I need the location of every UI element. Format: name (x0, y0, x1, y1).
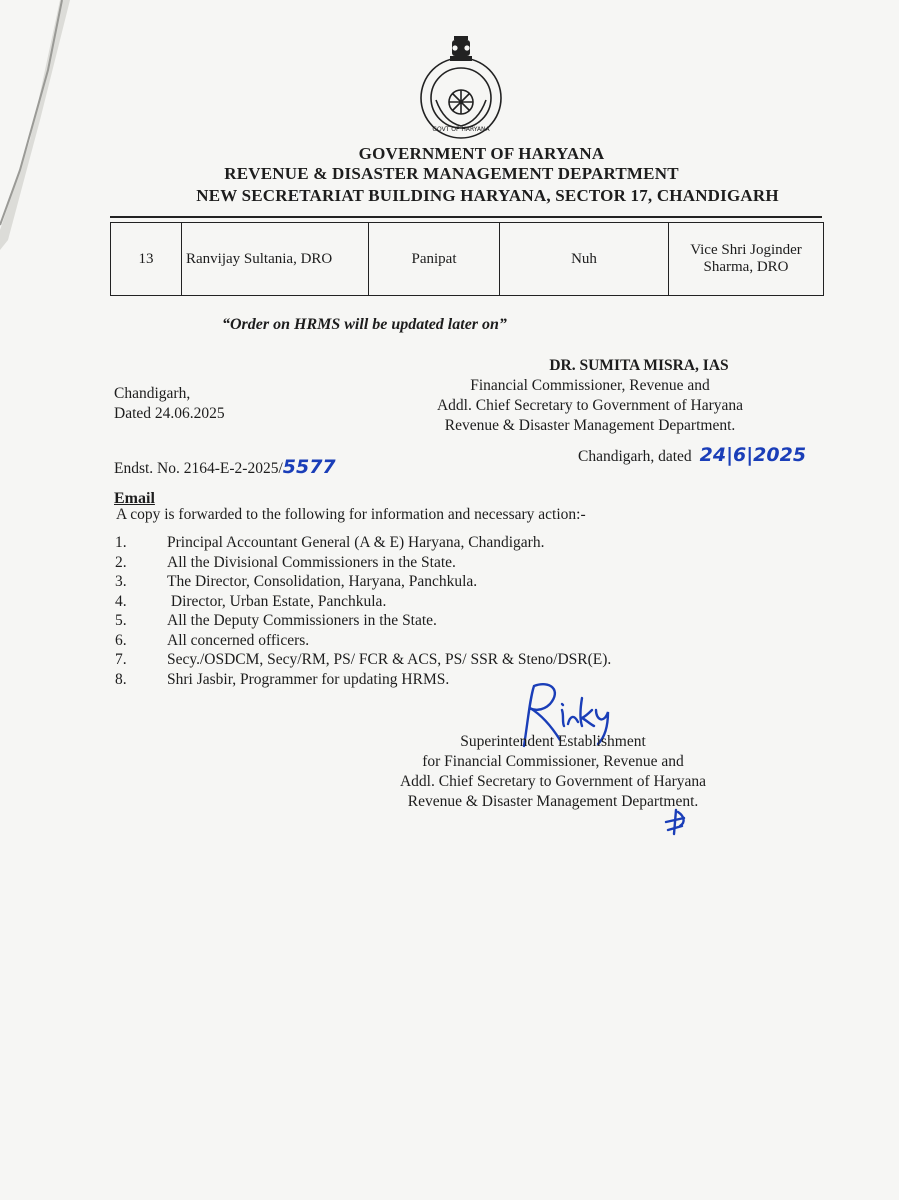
endorsement-number (114, 456, 336, 478)
endorser-line1: Superintendent Establishment (460, 733, 646, 750)
endorser-block (368, 732, 738, 812)
list-item-number: 2. (115, 553, 127, 571)
haryana-emblem-icon (414, 30, 508, 142)
email-heading: Email (114, 490, 155, 507)
transfer-table (110, 222, 824, 296)
handwritten-date: 24|6|2025 (699, 444, 807, 466)
endorser-line2: for Financial Commissioner, Revenue and (422, 753, 684, 770)
list-item-number: 7. (115, 651, 127, 668)
list-item (115, 593, 611, 613)
cell-name: Ranvijay Sultania, DRO (182, 223, 369, 296)
list-item (115, 534, 611, 554)
cell-sno: 13 (111, 223, 182, 296)
list-item-number: 6. (115, 631, 127, 649)
cell-from: Panipat (369, 223, 500, 296)
list-item (115, 612, 611, 632)
cell-to: Nuh (500, 223, 669, 296)
list-item-number: 5. (115, 612, 127, 629)
signatory-line3: Revenue & Disaster Management Department. (444, 417, 736, 434)
initial-mark (662, 808, 692, 836)
list-item-text: Shri Jasbir, Programmer for updating HRMS. (167, 670, 450, 688)
signatory-line1: Financial Commissioner, Revenue and (470, 377, 710, 394)
hrms-note: “Order on HRMS will be updated later on” (222, 316, 507, 333)
endst-label: Endst. No. 2164-E-2-2025/ (114, 460, 283, 477)
list-item-text: Secy./OSDCM, Secy/RM, PS/ FCR & ACS, PS/ SSR & Steno/DSR(E). (167, 651, 612, 668)
list-item-text: Director, Urban Estate, Panchkula. (167, 592, 387, 610)
remarks-line1: Vice Shri Joginder (690, 242, 802, 258)
header-government: GOVERNMENT OF HARYANA (358, 144, 605, 163)
list-item-text: All concerned officers. (167, 631, 310, 649)
list-item-number: 4. (115, 592, 127, 610)
list-item-number: 3. (115, 573, 127, 590)
list-item (115, 573, 611, 593)
place-city: Chandigarh, (114, 385, 191, 402)
signatory-name: DR. SUMITA MISRA, IAS (549, 357, 729, 374)
endorser-line3: Addl. Chief Secretary to Government of Haryana (399, 773, 707, 790)
header-rule (110, 216, 822, 218)
place-date-block (114, 384, 225, 424)
place-dated: Dated 24.06.2025 (114, 405, 225, 422)
header-address: NEW SECRETARIAT BUILDING HARYANA, SECTOR 17, CHANDIGARH (196, 186, 779, 205)
list-item-number: 8. (115, 670, 127, 688)
list-item-text: All the Divisional Commissioners in the State. (167, 553, 456, 571)
list-item (115, 651, 611, 671)
cell-remarks (669, 223, 824, 296)
chandigarh-dated (578, 444, 806, 466)
list-item (115, 632, 611, 652)
list-item (115, 554, 611, 574)
recipient-list (115, 534, 611, 690)
chandigarh-dated-label: Chandigarh, dated (578, 448, 692, 465)
list-item-text: All the Deputy Commissioners in the State. (167, 612, 437, 629)
signatory-line2: Addl. Chief Secretary to Government of Haryana (436, 397, 744, 414)
endst-handwritten-number: 5577 (282, 456, 336, 478)
endorser-line4: Revenue & Disaster Management Department. (407, 793, 699, 810)
emblem-text: GOVT OF HARYANA (432, 126, 490, 133)
page-fold-shadow (0, 0, 70, 260)
list-item-text: The Director, Consolidation, Haryana, Panchkula. (167, 573, 478, 590)
signatory-block (380, 356, 800, 436)
forward-text: A copy is forwarded to the following for information and necessary action:- (116, 506, 586, 523)
list-item-text: Principal Accountant General (A & E) Haryana, Chandigarh. (167, 534, 545, 551)
header-department: REVENUE & DISASTER MANAGEMENT DEPARTMENT (224, 164, 679, 183)
table-row (111, 223, 824, 296)
remarks-line2: Sharma, DRO (703, 259, 789, 275)
list-item-number: 1. (115, 534, 127, 551)
